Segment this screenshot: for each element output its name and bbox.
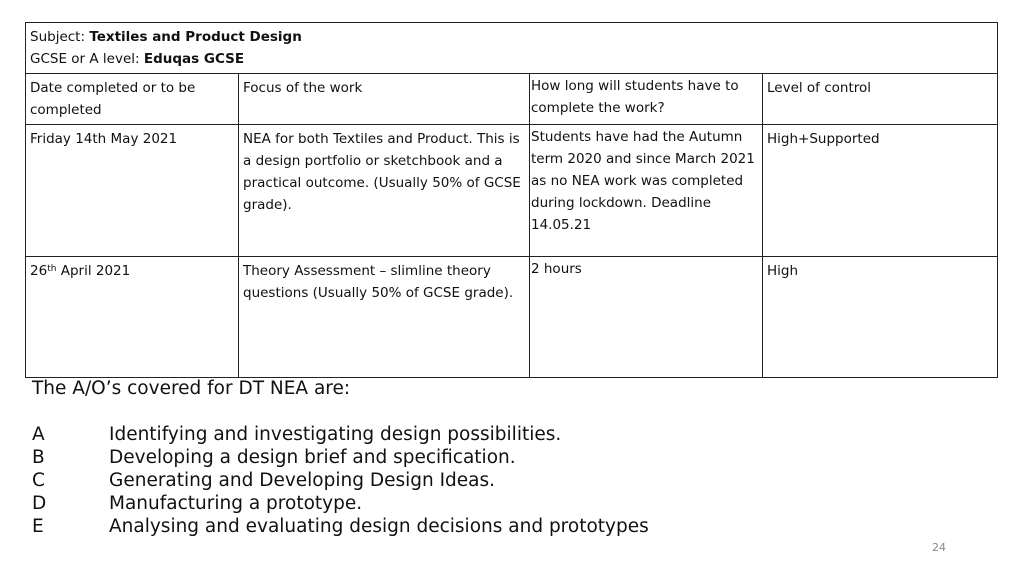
- level-value: Eduqas GCSE: [143, 51, 245, 67]
- date-day: 26: [30, 263, 48, 279]
- ao-heading: The A/O’s covered for DT NEA are:: [32, 378, 351, 399]
- date-suffix: th: [47, 264, 57, 274]
- list-item: [32, 492, 972, 515]
- row-duration: 2 hours: [530, 257, 763, 378]
- row-focus: NEA for both Textiles and Product. This is a design portfolio or sketchbook and a practical outcome. (Usually 50% of GCSE grade).: [239, 125, 530, 257]
- level-label: GCSE or A level:: [30, 51, 140, 67]
- row-control: High+Supported: [763, 125, 998, 257]
- row-date: [26, 257, 239, 378]
- page-number: 24: [932, 541, 946, 554]
- table-row: [26, 125, 998, 257]
- row-duration: Students have had the Autumn term 2020 and since March 2021 as no NEA work was completed during lockdown. Deadline 14.05.21: [530, 125, 763, 257]
- subject-label: Subject:: [30, 29, 86, 45]
- subject-line: [30, 26, 993, 48]
- list-item: [32, 423, 972, 446]
- row-date: Friday 14th May 2021: [26, 125, 239, 257]
- ao-text: Developing a design brief and specification.: [109, 447, 516, 468]
- ao-text: Identifying and investigating design possibilities.: [109, 424, 562, 445]
- column-header-date: Date completed or to be completed: [26, 74, 239, 125]
- column-header-duration: How long will students have to complete the work?: [530, 74, 763, 125]
- ao-letter: D: [32, 493, 47, 514]
- level-line: [30, 48, 993, 70]
- date-rest: April 2021: [56, 263, 131, 279]
- subject-value: Textiles and Product Design: [89, 29, 302, 45]
- column-header-control: Level of control: [763, 74, 998, 125]
- assessment-table: [25, 22, 998, 378]
- column-header-focus: Focus of the work: [239, 74, 530, 125]
- row-focus: Theory Assessment – slimline theory questions (Usually 50% of GCSE grade).: [239, 257, 530, 378]
- assessment-objectives: [32, 377, 972, 538]
- ao-letter: B: [32, 447, 45, 468]
- column-header-row: [26, 74, 998, 125]
- table-row: [26, 257, 998, 378]
- subject-cell: [26, 23, 998, 74]
- row-control: High: [763, 257, 998, 378]
- ao-text: Manufacturing a prototype.: [109, 493, 363, 514]
- ao-letter: C: [32, 470, 45, 491]
- ao-text: Analysing and evaluating design decisions and prototypes: [109, 516, 649, 537]
- list-item: [32, 469, 972, 492]
- ao-letter: A: [32, 424, 45, 445]
- table-header-row: [26, 23, 998, 74]
- list-item: [32, 446, 972, 469]
- ao-letter: E: [32, 516, 44, 537]
- ao-text: Generating and Developing Design Ideas.: [109, 470, 496, 491]
- list-item: [32, 515, 972, 538]
